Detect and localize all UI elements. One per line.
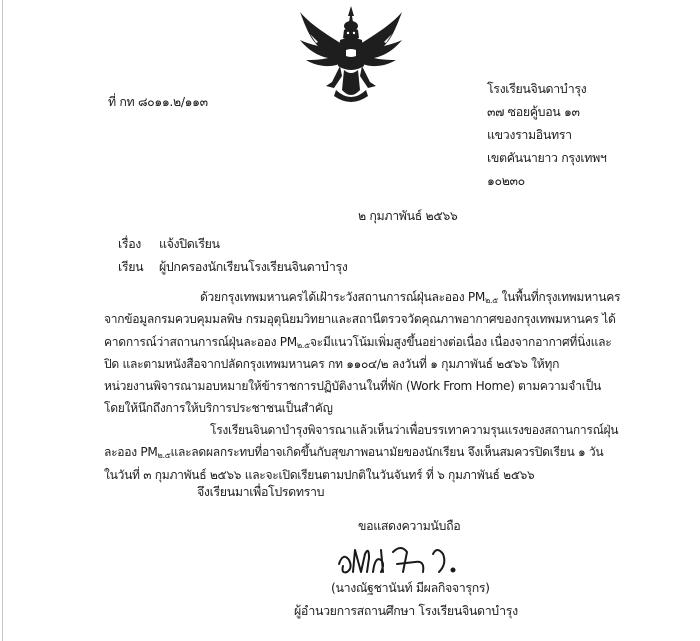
reference-number: ที่ กท ๘๐๑๑.๒/๑๑๓ (108, 94, 208, 109)
school-address-subdistrict: แขวงรามอินทรา (487, 127, 572, 142)
letter-date: ๒ กุมภาพันธ์ ๒๕๖๖ (358, 208, 458, 223)
signer-title: ผู้อำนวยการสถานศึกษา โรงเรียนจินดาบำรุง (294, 603, 518, 618)
subject-label: เรื่อง (118, 236, 141, 251)
recipient-text: ผู้ปกครองนักเรียนโรงเรียนจินดาบำรุง (159, 259, 348, 274)
paragraph-line: ปิด และตามหนังสือจากปลัดกรุงเทพมหานคร กท ๑๑๐๔/๒ ลงวันที่ ๑ กุมภาพันธ์ ๒๕๖๖ ให้ทุก (104, 356, 560, 371)
paragraph-line: จากข้อมูลกรมควบคุมมลพิษ กรมอุตุนิยมวิทยาและสถานีตรวจวัดคุณภาพอากาศของกรุงเทพมหานคร ได้ (104, 312, 616, 327)
school-address-name: โรงเรียนจินดาบำรุง (487, 81, 587, 96)
paragraph-line: หน่วยงานพิจารณามอบหมายให้ข้าราชการปฏิบัติงานในที่พัก (Work From Home) ตามความจำเป็น (104, 379, 601, 394)
garuda-emblem-icon (296, 4, 406, 108)
school-address-district: เขตคันนายาว กรุงเทพฯ (487, 150, 607, 165)
paragraph-line: ด้วยกรุงเทพมหานครได้เฝ้าระวังสถานการณ์ฝุ่นละออง $PM_{๒.๕}$ ในพื้นที่กรุงเทพมหานคร (200, 290, 621, 305)
paragraph-line: ในวันที่ ๓ กุมภาพันธ์ ๒๕๖๖ และจะเปิดเรียนตามปกติในวันจันทร์ ที่ ๖ กุมภาพันธ์ ๒๕๖๖ (104, 467, 535, 482)
school-address-street: ๓๗ ซอยคู้บอน ๑๓ (487, 104, 580, 119)
body-paragraph-2 (104, 419, 682, 486)
paragraph-line: โรงเรียนจินดาบำรุงพิจารณาแล้วเห็นว่าเพื่อบรรเทาความรุนแรงของสถานการณ์ฝุ่น (210, 423, 619, 437)
recipient-label: เรียน (118, 259, 144, 274)
body-paragraph-1 (104, 286, 682, 420)
school-address-postcode: ๑๐๒๓๐ (487, 173, 525, 188)
handwritten-signature (335, 542, 461, 578)
closing-request: จึงเรียนมาเพื่อโปรดทราบ (197, 484, 325, 499)
signer-name: (นางณัฐชานันท์ มีผลกิจจารุกร) (331, 580, 490, 595)
paragraph-line: ละออง $PM_{๒.๕}$และลดผลกระทบที่อาจเกิดขึ้นกับสุขภาพอนามัยของนักเรียน จึงเห็นสมควรปิดเรียน ๑ วัน (104, 445, 604, 461)
paragraph-line: คาดการณ์ว่าสถานการณ์ฝุ่นละออง $PM_{๒.๕}$จะมีแนวโน้มเพิ่มสูงขึ้นอย่างต่อเนื่อง เนื่องจากอากาศที่นิ่งและ (104, 334, 612, 350)
paragraph-line: โดยให้นึกถึงการให้บริการประชาชนเป็นสำคัญ (104, 401, 333, 416)
complimentary-close: ขอแสดงความนับถือ (358, 518, 461, 533)
subject-text: แจ้งปิดเรียน (159, 236, 220, 251)
page-edge-divider (2, 0, 3, 641)
